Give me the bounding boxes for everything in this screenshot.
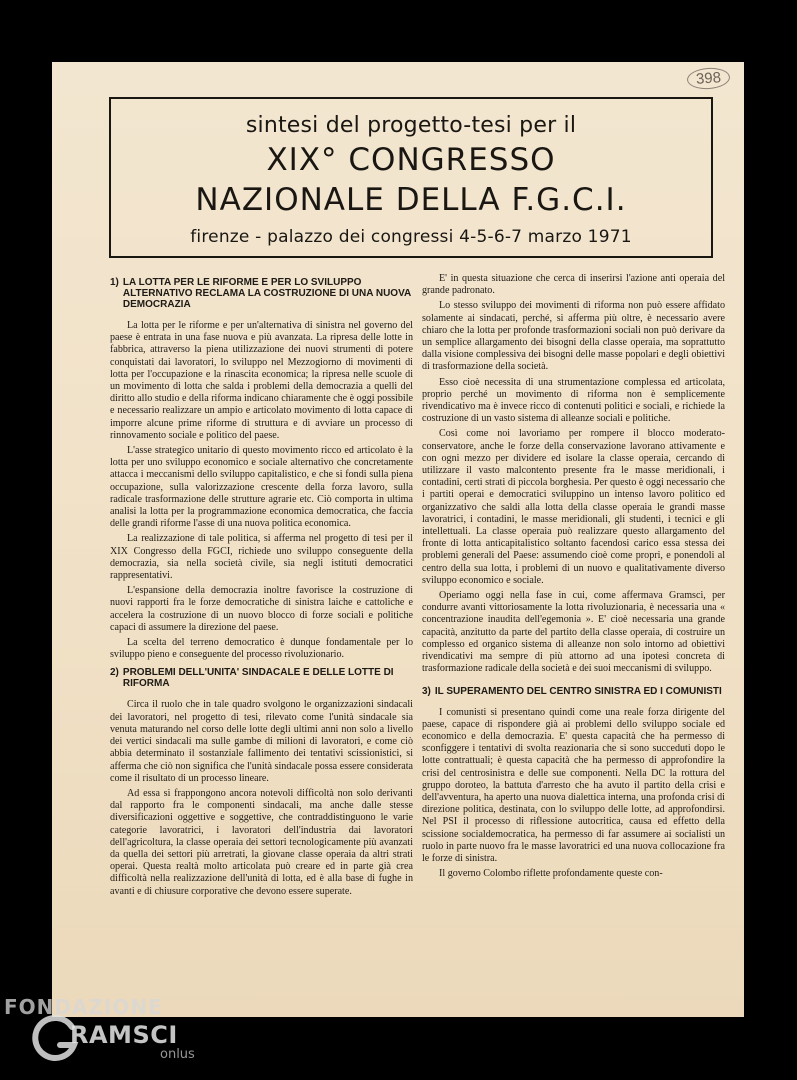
paragraph: La realizzazione di tale politica, si afferma nel progetto di tesi per il XIX Congresso della FGCI, richiede uno sviluppo conseguente della democrazia, sia nella società civile, sia negli istituti democratici rappresentativi. bbox=[110, 533, 413, 582]
section-1-heading bbox=[110, 277, 413, 310]
paragraph: L'espansione della democrazia inoltre favorisce la costruzione di nuovi rapporti fra le forze democratiche di sinistra laiche e cattoliche e accelera la costruzione di un nuovo blocco di forze sociali e politiche capaci di assumere la direzione del paese. bbox=[110, 585, 413, 633]
section-3-title: IL SUPERAMENTO DEL CENTRO SINISTRA ED I COMUNISTI bbox=[434, 685, 722, 697]
watermark-line3: onlus bbox=[160, 1047, 195, 1062]
paragraph: Lo stesso sviluppo dei movimenti di riforma non può essere affidato solamente ai sindacati, perché, si afferma più oltre, è necessario avere chiaro che la lotta per profonde trasformazioni sociali non può derivare da un semplice allargamento dei bisogni della classe operaia, ma soprattutto dalla visione complessiva dei bisogni delle masse popolari e degli obiettivi di trasformazione della società. bbox=[422, 300, 725, 373]
header-subtitle: sintesi del progetto-tesi per il bbox=[245, 113, 577, 138]
section-2-heading bbox=[110, 667, 413, 689]
section-3-number: 3) bbox=[422, 685, 431, 697]
document-page bbox=[52, 62, 744, 1017]
left-column bbox=[110, 273, 413, 901]
paragraph: Ad essa si frappongono ancora notevoli difficoltà non solo derivanti dal rapporto fra le componenti sindacali, ma anche dalle stesse diversificazioni oggettive e soggettive, che contraddistinguono le varie categorie lavoratrici, i lavoratori dell'industria dai lavoratori dell'agricoltura, la classe operaia dei settori tecnologicamente più avanzati da quella dei settori più arretrati, la giovane classe operaia da altri strati operai. Questa realtà molto articolata può creare ed in parte già crea difficoltà nella realizzazione dell'unità di lotta, ed è alla base di fughe in avanti e di chiusure corporative che devono essere superate. bbox=[110, 787, 413, 897]
watermark-logo bbox=[0, 985, 230, 1080]
section-1-number: 1) bbox=[110, 277, 119, 288]
paragraph: La lotta per le riforme e per un'alternativa di sinistra nel governo del paese è entrata in una fase nuova e più avanzata. La ripresa delle lotte in fabbrica, attraverso la piena utilizzazione dei nuovi strumenti di potere conquistati dai lavoratori, lo sviluppo nel Mezzogiorno di movimenti di lotta per l'occupazione e la rinascita economica; la ripresa nelle scuole di un movimento di lotta che salda i problemi della democrazia a quelli del diritto allo studio e della riforma indicano chiaramente che è oggi possibile e necessario realizzare un ampio e articolato movimento di lotta capace di imporre alcune prime riforme di struttura e di avviare un processo di rinnovamento sociale e politico del paese. bbox=[110, 320, 413, 441]
paragraph: E' in questa situazione che cerca di inserirsi l'azione anti operaia del grande padronato. bbox=[422, 273, 725, 297]
right-column bbox=[422, 273, 725, 883]
header-venue: firenze - palazzo dei congressi 4-5-6-7 marzo 1971 bbox=[190, 227, 632, 247]
watermark-line1: FONDAZIONE bbox=[4, 995, 163, 1019]
paragraph: L'asse strategico unitario di questo movimento ricco ed articolato è la lotta per uno sviluppo economico e sociale alternativo che concretamente attacca i meccanismi dello sviluppo capitalistico, e che si fondi sulla piena occupazione, sulla valorizzazione crescente della forza lavoro, sulla radicale trasformazione delle strutture agrarie etc. Ciò comporta in ultima analisi la lotta per la programmazione economica democratica, che faccia delle grandi riforme l'asse di una nuova politica economica. bbox=[110, 445, 413, 530]
section-2-number: 2) bbox=[110, 667, 119, 679]
header-title-line1: XIX° CONGRESSO bbox=[266, 142, 556, 178]
section-2-title: PROBLEMI DELL'UNITA' SINDACALE E DELLE LOTTE DI RIFORMA bbox=[122, 667, 394, 690]
watermark-line2: RAMSCI bbox=[70, 1021, 178, 1049]
paragraph: La scelta del terreno democratico è dunque fondamentale per lo sviluppo pieno e conseguente del processo rivoluzionario. bbox=[110, 637, 413, 661]
paragraph: Esso cioè necessita di una strumentazione complessa ed articolata, proprio perché un movimento di riforma non è semplicemente rivendicativo ma è invece ricco di contenuti politici e sociali, e richiede la costruzione di un vasto sistema di alleanze sociali e politiche. bbox=[422, 376, 725, 425]
archive-number: 398 bbox=[686, 67, 730, 91]
header-title-line2: NAZIONALE DELLA F.G.C.I. bbox=[195, 182, 627, 218]
paragraph: Così come noi lavoriamo per rompere il blocco moderato-conservatore, anche le forze della conservazione lavorano attivamente e con ogni mezzo per dividere ed isolare la classe operaia, cercando di utilizzare il vasto malcontento presente fra le masse meridionali, i contadini, certi strati di piccola borghesia. Per questo è oggi necessario che i partiti operai e democratici sviluppino un intenso lavoro politico ed organizzativo che saldi alla lotta della classe operaia le grandi masse lavoratrici, i contadini, le masse meridionali, gli studenti, i tecnici e gli intellettuali. La classe operaia può realizzare questo allargamento del fronte di lotta anticapitalistico soltanto facendosi carico essa stessa dei problemi generali del Paese: assumendo cioè come propri, e ponendoli al centro della sua lotta, i problemi di un nuovo e qualitativamente diverso sviluppo economico e sociale. bbox=[422, 428, 725, 586]
paragraph: Il governo Colombo riflette profondamente queste con- bbox=[439, 868, 663, 880]
section-1-title: LA LOTTA PER LE RIFORME E PER LO SVILUPPO ALTERNATIVO RECLAMA LA COSTRUZIONE DI UNA NUOVA DEMOCRAZIA bbox=[122, 277, 411, 310]
paragraph: Circa il ruolo che in tale quadro svolgono le organizzazioni sindacali dei lavoratori, nel progetto di tesi, rilevato come l'unità sindacale sia venuta maturando nel corso delle lotte degli ultimi anni non solo a livello dei vertici sindacali ma sulle gambe di milioni di lavoratori, e come ciò abbia determinato il sostanziale fallimento dei tentativi scissionistici, si afferma che ciò non significa che l'unità sindacale possa essere considerata come il risultato di un processo lineare. bbox=[110, 699, 413, 784]
paragraph: Operiamo oggi nella fase in cui, come affermava Gramsci, per condurre avanti vittoriosamente la lotta rivoluzionaria, è necessaria una « concentrazione inaudita dell'egemonia ». E' cioè necessaria una grande capacità, anzitutto da parte del partito della classe operaia, di costruire un complesso ed organico sistema di alleanze non solo intorno ad obiettivi rivendicativi ma sempre di più attorno ad una ipotesi concreta di trasformazione radicale della società e dei suoi meccanismi di sviluppo. bbox=[422, 590, 725, 675]
header-box bbox=[109, 97, 713, 258]
section-3-heading bbox=[422, 686, 725, 697]
paragraph: I comunisti si presentano quindi come una reale forza dirigente del paese, capace di rispondere già ai problemi dello sviluppo sociale ed economico e della democrazia. E' questa capacità che ha permesso di sconfiggere i tentativi di svolta reazionaria che si sono succeduti dopo le lotte contrattuali; è questa capacità che ha permesso di approfondire la crisi del centrosinistra e delle sue componenti. Nella DC la rottura del gruppo doroteo, la battuta d'arresto che ha avuto il partito della crisi e dell'avventura, ha aperto una nuova dialettica interna, una profonda crisi di direzione politica, destinata, con lo sviluppo delle lotte, ad approfondirsi. Nel PSI il processo di riflessione autocritica, causa ed effetto della scissione socialdemocratica, ha permesso di far assumere ai socialisti un ruolo in parte nuovo fra le masse lavoratrici ed una nuova collocazione fra le forze di sinistra. bbox=[422, 706, 725, 864]
